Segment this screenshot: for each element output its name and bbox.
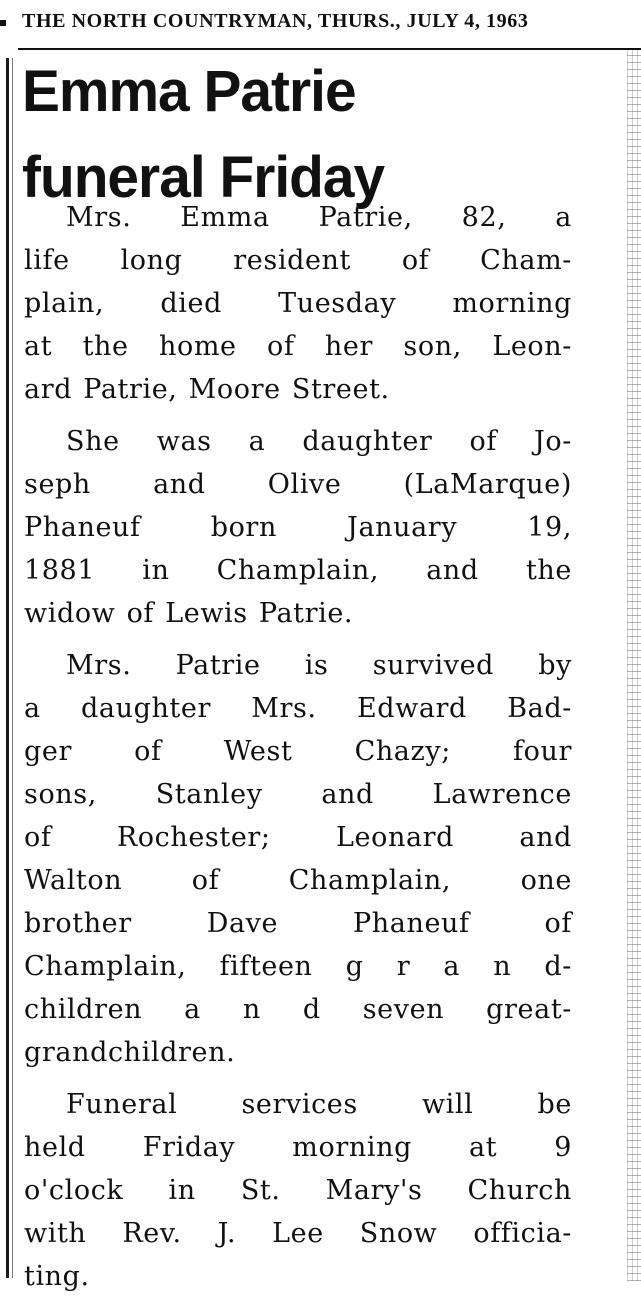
masthead-text: THE NORTH COUNTRYMAN, THURS., JULY 4, 1963 [22,10,529,32]
paragraph-line: Walton of Champlain, one [24,865,572,896]
paragraph-line: widow of Lewis Patrie. [24,598,354,629]
paragraph-line: ger of West Chazy; four [24,736,572,767]
masthead-bullet [0,20,6,26]
paragraph-line: sons, Stanley and Lawrence [24,779,572,810]
paragraph-line: Funeral services will be [66,1089,572,1120]
paragraph-3 [24,644,572,1074]
masthead-bar [0,6,641,46]
masthead-rule [18,48,641,50]
paragraph-line: plain, died Tuesday morning [24,288,572,319]
paragraph-line: 1881 in Champlain, and the [24,555,572,586]
article-body [24,196,572,1307]
paragraph-line: Mrs. Emma Patrie, 82, a [66,202,572,233]
paragraph-line: life long resident of Cham- [24,245,572,276]
column-rule-inner [12,58,13,1278]
paragraph-line: of Rochester; Leonard and [24,822,572,853]
paragraph-line: held Friday morning at 9 [24,1132,572,1163]
paragraph-line: Phaneuf born January 19, [24,512,572,543]
paragraph-line: with Rev. J. Lee Snow officia- [24,1218,572,1249]
paragraph-2 [24,420,572,635]
paragraph-line: o'clock in St. Mary's Church [24,1175,572,1206]
paragraph-4 [24,1083,572,1298]
paragraph-line: ard Patrie, Moore Street. [24,374,390,405]
headline-line-1: Emma Patrie [22,59,356,124]
adjacent-column-print-edge [627,48,641,1281]
paragraph-line: grandchildren. [24,1037,236,1068]
column-rule [6,58,9,1278]
paragraph-line: a daughter Mrs. Edward Bad- [24,693,572,724]
paragraph-line: Champlain, fifteen g r a n d- [24,951,572,982]
paragraph-line: brother Dave Phaneuf of [24,908,572,939]
paragraph-line: at the home of her son, Leon- [24,331,572,362]
paragraph-line: ting. [24,1261,90,1292]
paragraph-line: She was a daughter of Jo- [66,426,572,457]
headline-line-2: funeral Friday [22,145,385,210]
paragraph-line: children a n d seven great- [24,994,572,1025]
paragraph-1 [24,196,572,411]
paragraph-line: seph and Olive (LaMarque) [24,469,572,500]
paragraph-line: Mrs. Patrie is survived by [66,650,572,681]
